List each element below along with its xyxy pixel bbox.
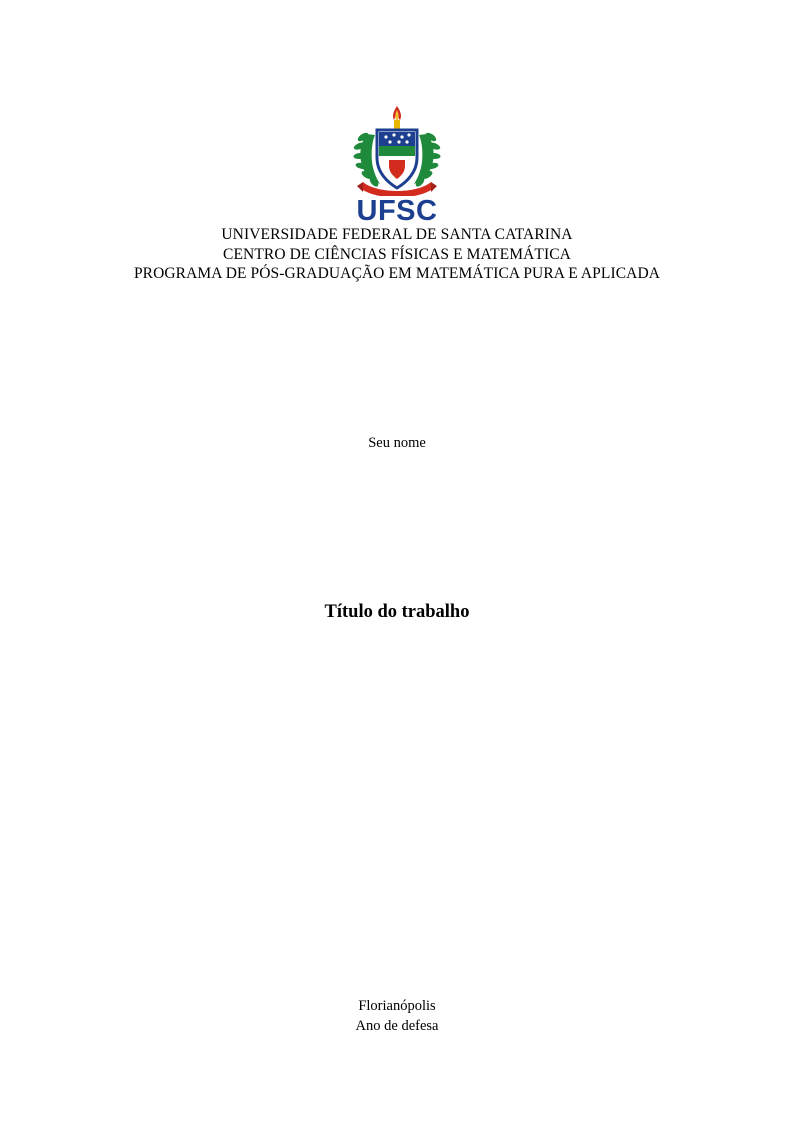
institution-header [0,225,794,284]
institution-line-program: PROGRAMA DE PÓS-GRADUAÇÃO EM MATEMÁTICA PURA E APLICADA [133,265,661,282]
footer-city: Florianópolis [358,998,436,1014]
author-name: Seu nome [368,435,426,451]
footer-year: Ano de defesa [355,1018,439,1034]
ufsc-crest-icon [349,104,445,196]
footer-block [0,996,794,1036]
institution-line-center: CENTRO DE CIÊNCIAS FÍSICAS E MATEMÁTICA [223,245,571,263]
ufsc-wordmark: UFSC [356,195,438,227]
page-title: Título do trabalho [324,602,470,622]
institution-line-university: UNIVERSIDADE FEDERAL DE SANTA CATARINA [221,226,573,243]
ufsc-logo [0,104,794,226]
